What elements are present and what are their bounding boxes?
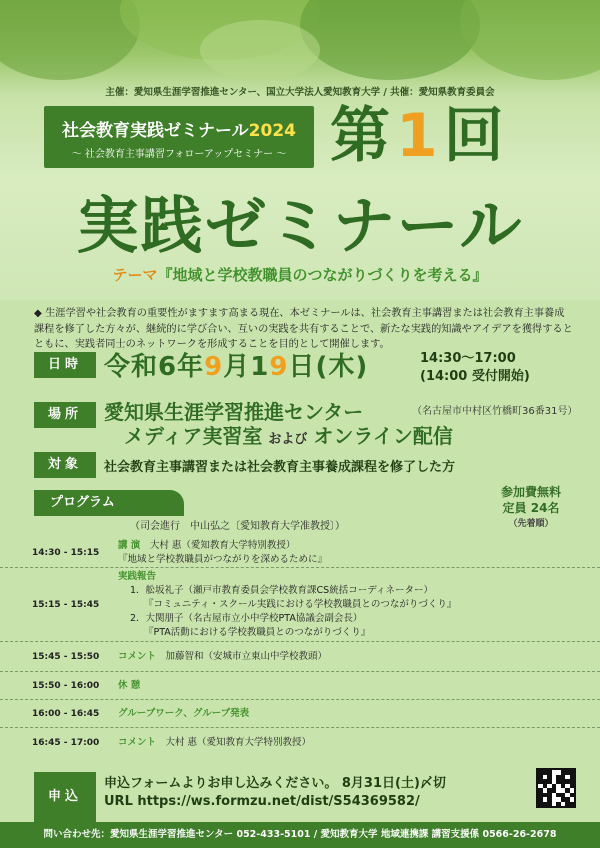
chair-line: （司会進行 中山弘之〔愛知教育大学准教授〕） xyxy=(130,521,345,532)
event-time xyxy=(420,350,530,386)
program-line: 2．大関朋子（名古屋市立小中学校PTA協議会副会長） xyxy=(130,612,363,624)
program-time: 15:45 - 15:50 xyxy=(32,651,100,662)
qr-code-icon[interactable] xyxy=(536,768,576,808)
program-body xyxy=(118,728,600,758)
program-body xyxy=(118,642,600,671)
target-text: 社会教育主事講習または社会教育主事養成課程を修了した方 xyxy=(104,460,456,475)
date-day-digit: 9 xyxy=(269,352,289,382)
fee-box xyxy=(476,484,586,532)
time-range: 14:30～17:00 xyxy=(420,351,516,366)
edition-heading xyxy=(330,101,510,171)
edition-suffix: 回 xyxy=(443,101,510,171)
program-key: グループワーク、グループ発表 xyxy=(118,707,250,719)
series-year: 2024 xyxy=(248,121,296,141)
capacity-text: 定員 24名 xyxy=(502,501,560,515)
program-time: 15:15 - 15:45 xyxy=(32,599,100,610)
series-title xyxy=(44,116,314,141)
date-year: 6 xyxy=(158,352,178,382)
program-key: 講 演 xyxy=(118,539,141,551)
program-row xyxy=(0,568,600,642)
foliage-shape xyxy=(0,0,140,80)
date-year-suffix: 年 xyxy=(177,352,205,382)
program-row xyxy=(0,700,600,728)
series-title-box xyxy=(44,106,314,168)
program-line: コメント 加藤智和（安城市立東山中学校教頭） xyxy=(118,650,328,662)
program-row xyxy=(0,642,600,672)
program-row xyxy=(0,538,600,568)
program-body xyxy=(118,700,600,727)
program-row xyxy=(0,728,600,758)
venue-online: オンライン配信 xyxy=(313,424,453,448)
series-title-text: 社会教育実践ゼミナール xyxy=(62,121,249,141)
venue-and: および xyxy=(268,432,308,447)
program-line: 『地域と学校教職員がつながりを深めるために』 xyxy=(118,553,328,565)
program-line: 1．舩坂礼子（瀬戸市教育委員会学校教育課CS統括コーディネーター） xyxy=(130,584,433,596)
program-row xyxy=(0,672,600,700)
venue-name: 愛知県生涯学習推進センター xyxy=(104,400,364,424)
date-month: 9 xyxy=(204,352,224,382)
program-line: 講 演 大村 惠（愛知教育大学特別教授） xyxy=(118,539,296,551)
apply-label: 申込 xyxy=(34,772,96,822)
program-key: 休 憩 xyxy=(118,679,141,691)
date-label: 日時 xyxy=(34,352,96,378)
contact-footer: 問い合わせ先：愛知県生涯学習推進センター 052-433-5101 / 愛知教育大学 地域連携課 講習支援係 0566-26-2678 xyxy=(0,822,600,848)
apply-url-link[interactable]: URL https://ws.formzu.net/dist/S54369582/ xyxy=(104,794,420,809)
edition-prefix: 第 xyxy=(330,101,396,171)
series-subtitle: ～ 社会教育主事講習フォローアップセミナー ～ xyxy=(71,149,287,160)
program-time: 16:45 - 17:00 xyxy=(32,738,100,748)
venue-address: （名古屋市中村区竹橋町36番31号） xyxy=(412,406,578,417)
program-time: 14:30 - 15:15 xyxy=(32,547,100,558)
main-title: 実践ゼミナール xyxy=(76,189,524,262)
edition-number: 1 xyxy=(396,101,444,171)
program-table xyxy=(0,538,600,758)
event-date xyxy=(104,346,368,383)
capacity-note: （先着順） xyxy=(508,519,554,529)
date-day-suffix: 日 xyxy=(288,352,316,382)
program-line: 『PTA活動における学校教職員とのつながりづくり』 xyxy=(144,626,371,638)
theme-line xyxy=(0,264,600,285)
program-body xyxy=(118,672,600,699)
venue-room-name: メディア実習室 xyxy=(124,424,263,448)
date-weekday: (木) xyxy=(315,352,369,382)
program-key: 実践報告 xyxy=(118,570,157,582)
target-label: 対象 xyxy=(34,452,96,478)
program-key: コメント xyxy=(118,650,157,662)
venue-label: 場所 xyxy=(34,402,96,428)
program-body xyxy=(118,538,600,567)
theme-text: 『地域と学校教職員のつながりづくりを考える』 xyxy=(157,266,488,284)
intro-paragraph: ◆ 生涯学習や社会教育の重要性がますます高まる現在、本ゼミナールは、社会教育主事講習または社会教育主事養成課程を修了した方々が、継続的に学び合い、互いの実践を共有することで、新たな実践的知識やアイデアを獲得するとともに、実践者同士のネットワークを形成することを目的として開催します。 xyxy=(34,308,573,350)
program-line: 『コミュニティ・スクール実践における学校教職員とのつながりづくり』 xyxy=(144,598,457,610)
program-time: 16:00 - 16:45 xyxy=(32,708,100,719)
program-label: プログラム xyxy=(34,490,184,516)
fee-text: 参加費無料 xyxy=(500,485,561,499)
date-month-suffix: 月 xyxy=(223,352,251,382)
program-line: コメント 大村 惠（愛知教育大学特別教授） xyxy=(118,737,312,748)
organizers-line: 主催：愛知県生涯学習推進センター、国立大学法人愛知教育大学 / 共催：愛知県教育委員会 xyxy=(105,87,495,98)
program-key: コメント xyxy=(118,737,157,748)
program-body xyxy=(118,568,600,641)
program-time: 15:50 - 16:00 xyxy=(32,680,100,691)
foliage-shape xyxy=(200,20,320,80)
reception-time: (14:00 受付開始) xyxy=(420,369,530,384)
venue-room xyxy=(124,420,453,449)
foliage-shape xyxy=(460,0,600,80)
apply-instructions: 申込フォームよりお申し込みください。 8月31日(土)〆切 xyxy=(104,776,446,791)
date-era: 令和 xyxy=(104,352,159,382)
date-day: 1 xyxy=(250,352,270,382)
theme-label: テーマ xyxy=(112,266,158,284)
foliage-shape xyxy=(300,0,480,80)
